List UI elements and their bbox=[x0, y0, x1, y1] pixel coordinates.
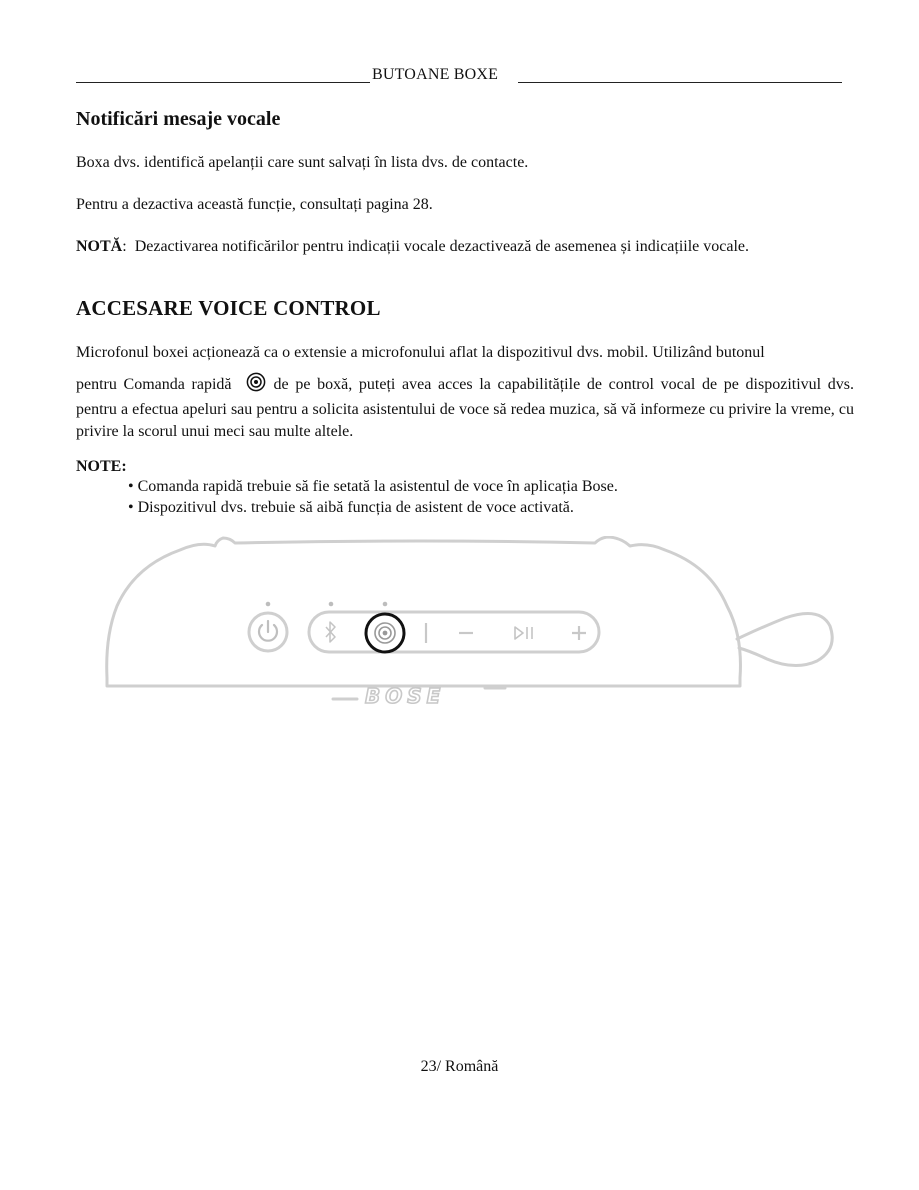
list-item bbox=[128, 476, 618, 497]
note-paragraph bbox=[76, 236, 749, 258]
speaker-illustration bbox=[95, 536, 840, 716]
led-power bbox=[266, 602, 271, 607]
notes-label: NOTE: bbox=[76, 458, 127, 475]
para-text-before-icon: pentru Comanda rapidă bbox=[76, 376, 232, 393]
led-shortcut bbox=[383, 602, 388, 607]
section-heading-voice-notifications: Notificări mesaje vocale bbox=[76, 108, 281, 130]
header-rule-left bbox=[76, 82, 370, 83]
paragraph-disable-reference: Pentru a dezactiva această funcție, consultați pagina 28. bbox=[76, 196, 433, 213]
para-text-after-icon: de pe boxă, puteți avea acces la capabilitățile de control vocal de pe dispozitivul dvs. pentru a efectua apeluri sau pentru a solicita asistentului de voce să redea muzica, să vă informeze cu privire la vreme, cu privire la scorul unui meci sau multe altele. bbox=[76, 376, 855, 440]
page-footer: 23/ Română bbox=[420, 1058, 499, 1075]
section-heading-voice-control: ACCESARE VOICE CONTROL bbox=[76, 296, 381, 320]
bluetooth-icon bbox=[326, 622, 335, 642]
note-item-text: Comanda rapidă trebuie să fie setată la asistentul de voce în aplicația Bose. bbox=[137, 478, 618, 495]
notes-list bbox=[128, 476, 618, 518]
paragraph-voice-control-line1: Microfonul boxei acționează ca o extensie a microfonului aflat la dispozitivul dvs. mobil. Utilizând butonul bbox=[76, 344, 765, 361]
led-bluetooth bbox=[329, 602, 334, 607]
bose-logo: BOSE bbox=[365, 684, 446, 708]
volume-up-icon bbox=[572, 626, 586, 640]
list-item bbox=[128, 497, 618, 518]
note-item-text: Dispozitivul dvs. trebuie să aibă funcția de asistent de voce activată. bbox=[137, 499, 574, 516]
shortcut-icon bbox=[246, 372, 266, 399]
paragraph-voice-control-body bbox=[76, 372, 854, 443]
lanyard-loop bbox=[737, 614, 832, 666]
note-label: NOTĂ bbox=[76, 238, 123, 255]
header-rule-right bbox=[518, 82, 842, 83]
paragraph-caller-id: Boxa dvs. identifică apelanții care sunt salvați în lista dvs. de contacte. bbox=[76, 154, 529, 171]
power-icon bbox=[259, 621, 277, 641]
play-pause-icon bbox=[515, 627, 532, 639]
header-title: BUTOANE BOXE bbox=[372, 66, 499, 83]
shortcut-button-highlight bbox=[366, 614, 404, 652]
note-colon: : bbox=[122, 238, 127, 255]
note-text: Dezactivarea notificărilor pentru indicații vocale dezactivează de asemenea și indicațiile vocale. bbox=[134, 238, 750, 255]
control-strip bbox=[309, 612, 599, 652]
